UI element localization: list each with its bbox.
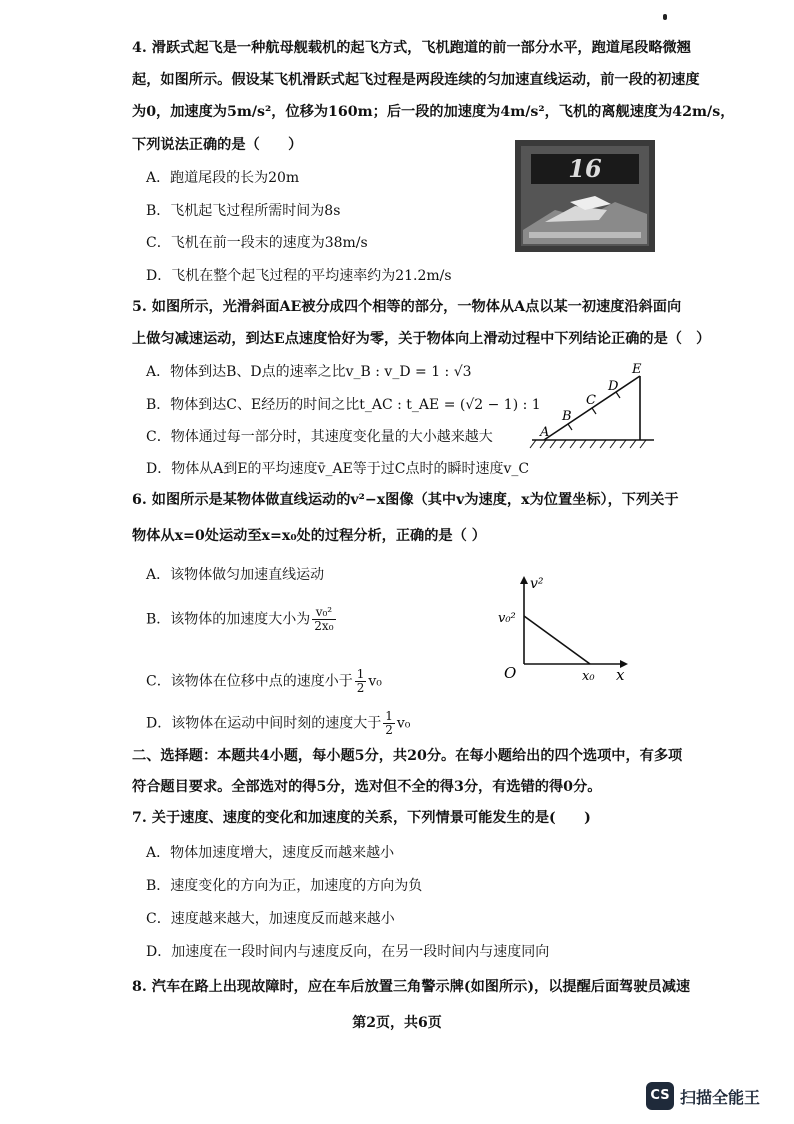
q6-option-c-suffix: v₀ <box>368 673 382 690</box>
scanner-watermark <box>646 1082 776 1112</box>
q4-option-d: D．飞机在整个起飞过程的平均速率约为21.2m/s <box>146 268 452 284</box>
q6-option-c-fraction <box>355 668 367 695</box>
graph-y-axis-label: v² <box>530 576 544 592</box>
q6-option-b-text: B．该物体的加速度大小为 <box>146 611 311 628</box>
q4-line2: 起，如图所示。假设某飞机滑跃式起飞过程是两段连续的匀加速直线运动，前一段的初速度 <box>132 72 700 88</box>
q6-option-b-denominator: 2x₀ <box>314 619 334 633</box>
section2-line2: 符合题目要求。全部选对的得5分，选对但不全的得3分，有选错的得0分。 <box>132 779 602 795</box>
q6-option-d-suffix: v₀ <box>396 715 411 732</box>
incline-label-e: E <box>632 362 642 377</box>
incline-label-a: A <box>540 425 550 440</box>
q7-option-a: A．物体加速度增大，速度反而越来越小 <box>146 845 395 861</box>
aircraft-carrier-photo <box>515 140 655 252</box>
q6-option-c-denominator: 2 <box>356 681 365 695</box>
q7-option-b: B．速度变化的方向为正，加速度的方向为负 <box>146 878 423 894</box>
graph-y-intercept-label: v₀² <box>498 611 516 626</box>
q6-option-b-numerator: v₀² <box>312 606 335 620</box>
q4-line3: 为0，加速度为5m/s²，位移为160m；后一段的加速度为4m/s²，飞机的离舰速度为42m/s， <box>132 104 735 120</box>
q6-option-c-text: C．该物体在位移中点的速度小于 <box>146 673 353 690</box>
q6-option-d-numerator: 1 <box>385 709 393 723</box>
scan-speck <box>663 14 667 20</box>
q6-line1: 6. 如图所示是某物体做直线运动的v²−x图像（其中v为速度，x为位置坐标），下列关于 <box>132 492 679 508</box>
photo-label: 16 <box>568 154 602 183</box>
page-number: 第2页，共6页 <box>352 1015 442 1031</box>
q4-option-b: B．飞机起飞过程所需时间为8s <box>146 203 341 219</box>
q6-line2: 物体从x=0处运动至x=x₀处的过程分析，正确的是（ ） <box>132 528 486 544</box>
camscanner-logo: CS <box>646 1082 674 1110</box>
q8-line1: 8. 汽车在路上出现故障时，应在车后放置三角警示牌(如图所示)，以提醒后面驾驶员减速 <box>132 979 691 995</box>
q4-line4: 下列说法正确的是（ ） <box>132 137 303 153</box>
q6-option-c-numerator: 1 <box>356 667 365 681</box>
q4-option-c: C．飞机在前一段末的速度为38m/s <box>146 235 368 251</box>
q7-option-c: C．速度越来越大，加速度反而越来越小 <box>146 911 395 927</box>
q6-option-b-fraction <box>312 606 335 633</box>
q5-option-b: B．物体到达C、E经历的时间之比t_AC : t_AE = (√2 − 1) : 1 <box>146 397 541 413</box>
q5-option-d: D．物体从A到E的平均速度v̄_AE等于过C点时的瞬时速度v_C <box>146 461 530 477</box>
q6-option-d-text: D．该物体在运动中间时刻的速度大于 <box>146 715 382 732</box>
camscanner-text: 扫描全能王 <box>680 1088 761 1107</box>
q6-option-c <box>146 668 382 695</box>
q7-option-d: D．加速度在一段时间内与速度反向，在另一段时间内与速度同向 <box>146 944 550 960</box>
q7-line1: 7. 关于速度、速度的变化和加速度的关系，下列情景可能发生的是( ) <box>132 810 591 826</box>
q6-option-b <box>146 606 338 633</box>
q5-line1: 5. 如图所示，光滑斜面AE被分成四个相等的部分，一物体从A点以某一初速度沿斜面向 <box>132 299 682 315</box>
q5-option-a: A．物体到达B、D点的速率之比v_B : v_D = 1 : √3 <box>146 364 472 380</box>
q5-option-c: C．物体通过每一部分时，其速度变化量的大小越来越大 <box>146 429 493 445</box>
graph-origin-label: O <box>504 664 517 682</box>
q4-line1: 4. 滑跃式起飞是一种航母舰载机的起飞方式，飞机跑道的前一部分水平，跑道尾段略微翘 <box>132 40 691 56</box>
incline-label-b: B <box>562 409 572 424</box>
q6-option-d-fraction <box>383 710 395 737</box>
q5-line2: 上做匀减速运动，到达E点速度恰好为零，关于物体向上滑动过程中下列结论正确的是（ ） <box>132 331 711 347</box>
q6-option-a: A．该物体做匀加速直线运动 <box>146 567 325 583</box>
aircraft-carrier-photo-art <box>515 140 655 252</box>
graph-x-intercept-label: x₀ <box>582 669 595 684</box>
v2-x-graph <box>496 572 630 684</box>
q6-option-d-denominator: 2 <box>385 723 393 737</box>
q6-option-d <box>146 710 410 737</box>
q4-option-a: A．跑道尾段的长为20m <box>146 170 300 186</box>
section2-line1: 二、选择题：本题共4小题，每小题5分，共20分。在每小题给出的四个选项中，有多项 <box>132 748 683 764</box>
incline-diagram <box>528 362 658 452</box>
graph-x-axis-label: x <box>616 666 625 684</box>
incline-label-c: C <box>586 393 596 408</box>
incline-label-d: D <box>608 379 619 394</box>
